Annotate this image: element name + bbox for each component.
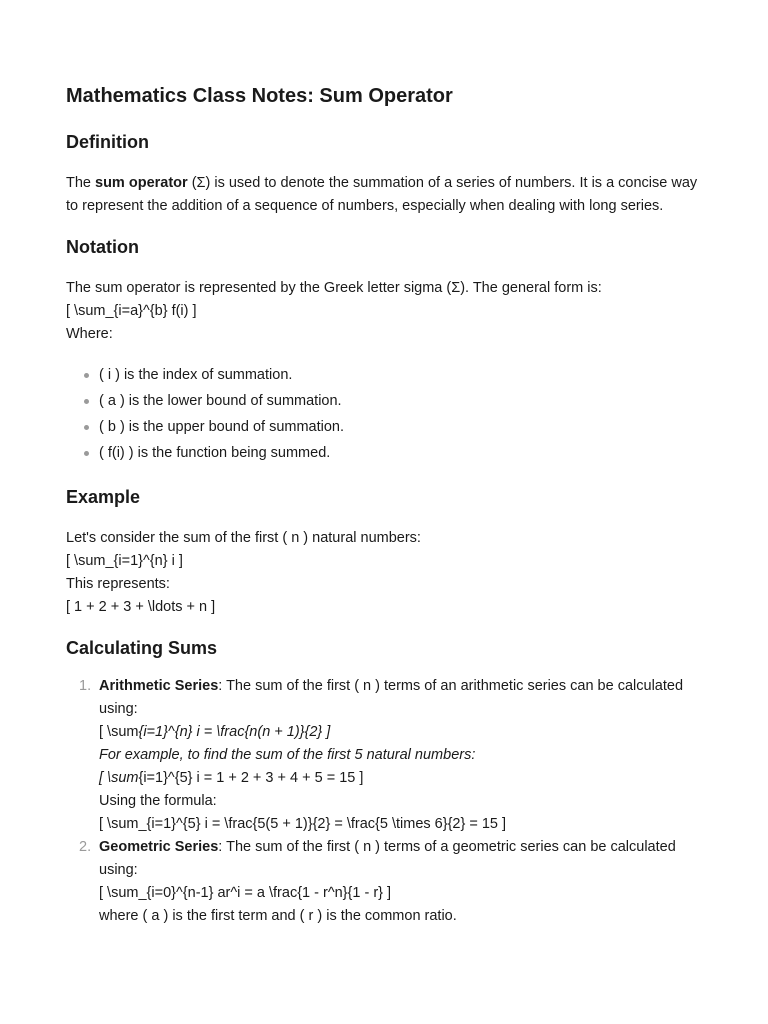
formula-part-italic: {i=1}^{n} i = \frac{n(n + 1)}{2} ]	[138, 724, 331, 740]
list-item-geometric	[79, 836, 702, 928]
list-item-text: ( i ) is the index of summation.	[99, 367, 293, 383]
geometric-bold-term: Geometric Series	[99, 839, 219, 855]
list-item-text: ( f(i) ) is the function being summed.	[99, 445, 331, 461]
arithmetic-example-intro	[99, 744, 702, 767]
definition-prefix: The	[66, 175, 96, 191]
arithmetic-example-formula	[99, 767, 702, 790]
arithmetic-result-formula: [ \sum_{i=1}^{5} i = \frac{5(5 + 1)}{2} = \frac{5 \times 6}{2} = 15 ]	[99, 816, 507, 832]
example-line-1: Let's consider the sum of the first ( n ) natural numbers:	[66, 530, 421, 546]
list-number: 2.	[79, 839, 92, 855]
bullet-dot-icon	[84, 399, 89, 404]
geometric-intro	[99, 836, 702, 882]
definition-section	[66, 131, 702, 218]
formula-part: [ \sum	[99, 724, 139, 740]
list-item	[84, 414, 702, 440]
notation-where: Where:	[66, 326, 113, 342]
page-title: Mathematics Class Notes: Sum Operator	[66, 85, 453, 107]
list-item-text: ( b ) is the upper bound of summation.	[99, 419, 345, 435]
arithmetic-text: : The sum of the first ( n ) terms of an arithmetic series can be calculated using:	[99, 678, 684, 717]
list-item	[84, 362, 702, 388]
example-heading: Example	[66, 487, 141, 507]
notation-line-1: The sum operator is represented by the Greek letter sigma (Σ). The general form is:	[66, 280, 602, 296]
list-item-text: ( a ) is the lower bound of summation.	[99, 393, 342, 409]
notation-section	[66, 236, 702, 466]
example-formula-2: [ 1 + 2 + 3 + \ldots + n ]	[66, 599, 216, 615]
definition-text: (Σ) is used to denote the summation of a series of numbers. It is a concise way to represent the addition of a sequence of numbers, especially when dealing with long series.	[66, 175, 698, 214]
example-formula-1: [ \sum_{i=1}^{n} i ]	[66, 553, 183, 569]
example-italic-text: For example, to find the sum of the first 5 natural numbers:	[99, 747, 476, 763]
arithmetic-intro	[99, 675, 702, 721]
calculating-section	[66, 637, 702, 928]
notation-heading: Notation	[66, 237, 139, 257]
geometric-formula: [ \sum_{i=0}^{n-1} ar^i = a \frac{1 - r^n}{1 - r} ]	[99, 885, 392, 901]
bullet-dot-icon	[84, 451, 89, 456]
list-item	[84, 440, 702, 466]
example-line-3: This represents:	[66, 576, 170, 592]
formula-part: {i=1}^{5} i = 1 + 2 + 3 + 4 + 5 = 15 ]	[138, 770, 364, 786]
geometric-text: : The sum of the first ( n ) terms of a geometric series can be calculated using:	[99, 839, 676, 878]
calculating-heading: Calculating Sums	[66, 638, 218, 658]
list-item	[84, 388, 702, 414]
calculating-list	[66, 675, 702, 928]
arithmetic-bold-term: Arithmetic Series	[99, 678, 219, 694]
arithmetic-using-formula: Using the formula:	[99, 793, 217, 809]
list-number: 1.	[79, 678, 92, 694]
bullet-dot-icon	[84, 373, 89, 378]
definition-heading: Definition	[66, 132, 149, 152]
notation-bullet-list	[66, 362, 702, 466]
definition-bold-term: sum operator	[95, 175, 188, 191]
notation-formula: [ \sum_{i=a}^{b} f(i) ]	[66, 303, 197, 319]
arithmetic-formula	[99, 721, 702, 744]
geometric-note: where ( a ) is the first term and ( r ) is the common ratio.	[99, 908, 457, 924]
example-section	[66, 486, 702, 619]
bullet-dot-icon	[84, 425, 89, 430]
list-item-arithmetic	[79, 675, 702, 836]
definition-paragraph	[66, 172, 702, 218]
formula-part-italic: [ \sum	[99, 770, 139, 786]
